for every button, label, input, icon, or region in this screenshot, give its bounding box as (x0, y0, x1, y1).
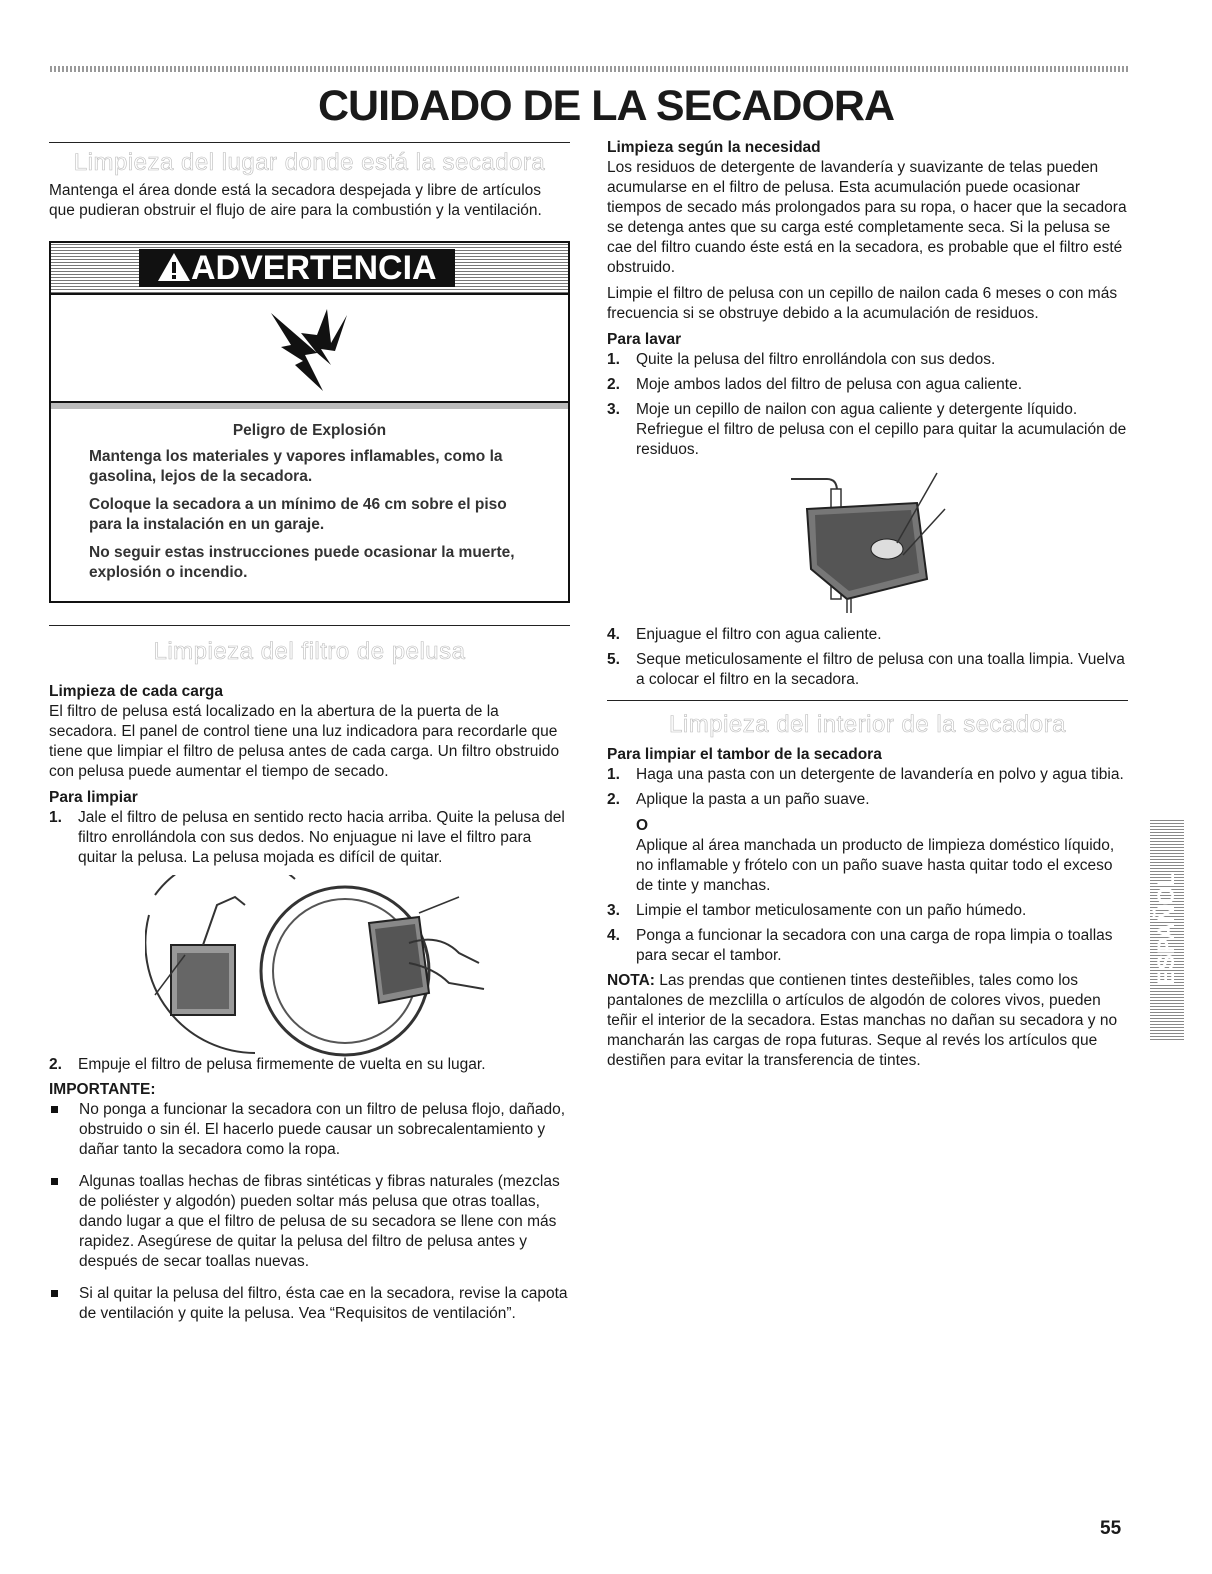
section-divider (607, 700, 1128, 701)
warning-text-1: Mantenga los materiales y vapores inflamables, como la gasolina, lejos de la secadora. (89, 448, 503, 485)
hand-cleaning-filter-illustration (349, 893, 499, 1013)
list-item: 1. Jale el filtro de pelusa en sentido recto hacia arriba. Quite la pelusa del filtro enrollándola con sus dedos. No enjuague ni lave el filtro para quitar la pelusa. La pelusa mojada es difícil de quitar. (49, 809, 565, 866)
as-needed-text-2: Limpie el filtro de pelusa con un cepillo de nailon cada 6 meses o con más frecuencia si se obstruye debido a la acumulación de residuos. (607, 285, 1118, 322)
page-number: 55 (1100, 1518, 1122, 1539)
section-divider (49, 625, 570, 626)
important-heading: IMPORTANTE: (49, 1081, 156, 1098)
warning-banner-text: ADVERTENCIA (191, 249, 437, 287)
or-label: O (636, 817, 649, 834)
warning-triangle-icon (157, 252, 191, 282)
list-item: 2. Aplique la pasta a un paño suave. O Aplique al área manchada un producto de limpieza doméstico líquido, no inflamable y frótelo con un paño suave hasta quitar todo el exceso de tinte y manchas. (607, 790, 1128, 896)
or-text: Aplique al área manchada un producto de limpieza doméstico líquido, no inflamable y frótelo con un paño suave hasta quitar todo el exceso de tinte y manchas. (636, 837, 1115, 894)
list-item: 4. Enjuague el filtro con agua caliente. (607, 626, 882, 643)
each-load-text: El filtro de pelusa está localizado en la abertura de la puerta de la secadora. El panel de control tiene una luz indicadora para recordarle que tiene que limpiar el filtro de pelusa antes de cada carga. Un filtro obstruido con pelusa puede aumentar el tiempo de secado. (49, 703, 560, 780)
left-column (49, 142, 570, 1336)
important-bullets (49, 1100, 570, 1324)
list-item: Si al quitar la pelusa del filtro, ésta cae en la secadora, revise la capota de ventilación y quite la pelusa. Vea “Requisitos de ventilación”. (49, 1284, 570, 1324)
warning-banner (139, 249, 455, 287)
to-clean-heading: Para limpiar (49, 789, 138, 806)
wash-steps-continued (607, 625, 1128, 690)
as-needed-text-1: Los residuos de detergente de lavandería y suavizante de telas pueden acumularse en el filtro de pelusa. Esta acumulación puede ocasionar tiempos de secado más prolongados para su ropa, o hacer que la secadora se detenga antes que su carga esté completamente seca. Si la pelusa se cae del filtro cuando éste está en la secadora, es probable que el filtro esté obstruido. (607, 159, 1127, 276)
warning-box (49, 241, 570, 603)
right-column (607, 138, 1128, 1077)
note-text: Las prendas que contienen tintes desteñibles, tales como los pantalones de mezclilla o artículos de algodón de colores vivos, pueden teñir el interior de la secadora. Estas manchas no dañan su secadora y no mancharán las cargas de ropa futuras. Seque al revés los artículos que destiñen para evitar la transferencia de tintes. (607, 972, 1118, 1069)
list-item: No ponga a funcionar la secadora con un filtro de pelusa flojo, dañado, obstruido o sin él. El hacerlo puede causar un sobrecalentamiento y dañar tanto la secadora como la ropa. (49, 1100, 570, 1160)
wash-steps (607, 350, 1128, 460)
faucet-brush-filter-illustration (787, 469, 947, 619)
list-item: 3. Moje un cepillo de nailon con agua caliente y detergente líquido. Refriegue el filtro de pelusa con el cepillo para quitar la acumulación de residuos. (607, 401, 1127, 458)
list-item: 2. Moje ambos lados del filtro de pelusa con agua caliente. (607, 376, 1023, 393)
note-label: NOTA: (607, 972, 655, 989)
warning-header (51, 243, 568, 295)
dryer-location-text: Mantenga el área donde está la secadora despejada y libre de artículos que pudieran obstruir el flujo de aire para la combustión y la ventilación. (49, 182, 542, 219)
to-clean-steps (49, 808, 570, 868)
language-side-tab (1150, 818, 1184, 1040)
side-tab-text: ESPAÑOL (1153, 871, 1180, 987)
section-title-dryer-interior: Limpieza del interior de la secadora (669, 711, 1066, 738)
list-item: 2. Empuje el filtro de pelusa firmemente de vuelta en su lugar. (49, 1056, 486, 1073)
note-paragraph (607, 971, 1128, 1071)
drum-steps (607, 765, 1128, 966)
explosion-icon (261, 303, 353, 393)
warning-title: Peligro de Explosión (232, 422, 387, 439)
list-item: Algunas toallas hechas de fibras sintéticas y fibras naturales (mezclas de poliéster y algodón) pueden soltar más pelusa que otras toallas, dando lugar a que el filtro de pelusa de su secadora se llene con más rapidez. Asegúrese de quitar la pelusa del filtro de pelusa antes y después de secar toallas nuevas. (49, 1172, 570, 1272)
list-item: 1. Haga una pasta con un detergente de lavandería en polvo y agua tibia. (607, 766, 1124, 783)
explosion-icon-row (51, 295, 568, 403)
warning-text-2: Coloque la secadora a un mínimo de 46 cm sobre el piso para la instalación en un garaje. (89, 496, 507, 533)
wash-heading: Para lavar (607, 331, 682, 348)
drum-heading: Para limpiar el tambor de la secadora (607, 746, 882, 763)
as-needed-heading: Limpieza según la necesidad (607, 139, 821, 156)
warning-text-3: No seguir estas instrucciones puede ocasionar la muerte, explosión o incendio. (89, 544, 515, 581)
page-title: CUIDADO DE LA SECADORA (317, 82, 895, 130)
list-item: 1. Quite la pelusa del filtro enrollándola con sus dedos. (607, 351, 996, 368)
list-item: 3. Limpie el tambor meticulosamente con un paño húmedo. (607, 902, 1027, 919)
top-dotted-rule (50, 66, 1128, 72)
section-title-lint-filter: Limpieza del filtro de pelusa (153, 638, 466, 665)
list-item: 5. Seque meticulosamente el filtro de pelusa con una toalla limpia. Vuelva a colocar el filtro en la secadora. (607, 651, 1125, 688)
each-load-heading: Limpieza de cada carga (49, 683, 224, 700)
warning-body (51, 403, 568, 601)
to-clean-steps-continued (49, 1055, 570, 1075)
list-item: 4. Ponga a funcionar la secadora con una carga de ropa limpia o toallas para secar el tambor. (607, 927, 1113, 964)
section-title-dryer-location: Limpieza del lugar donde está la secadora (73, 149, 546, 176)
lint-filter-removal-illustration (49, 873, 570, 1055)
filter-washing-illustration (607, 465, 1128, 625)
section-divider (49, 142, 570, 143)
